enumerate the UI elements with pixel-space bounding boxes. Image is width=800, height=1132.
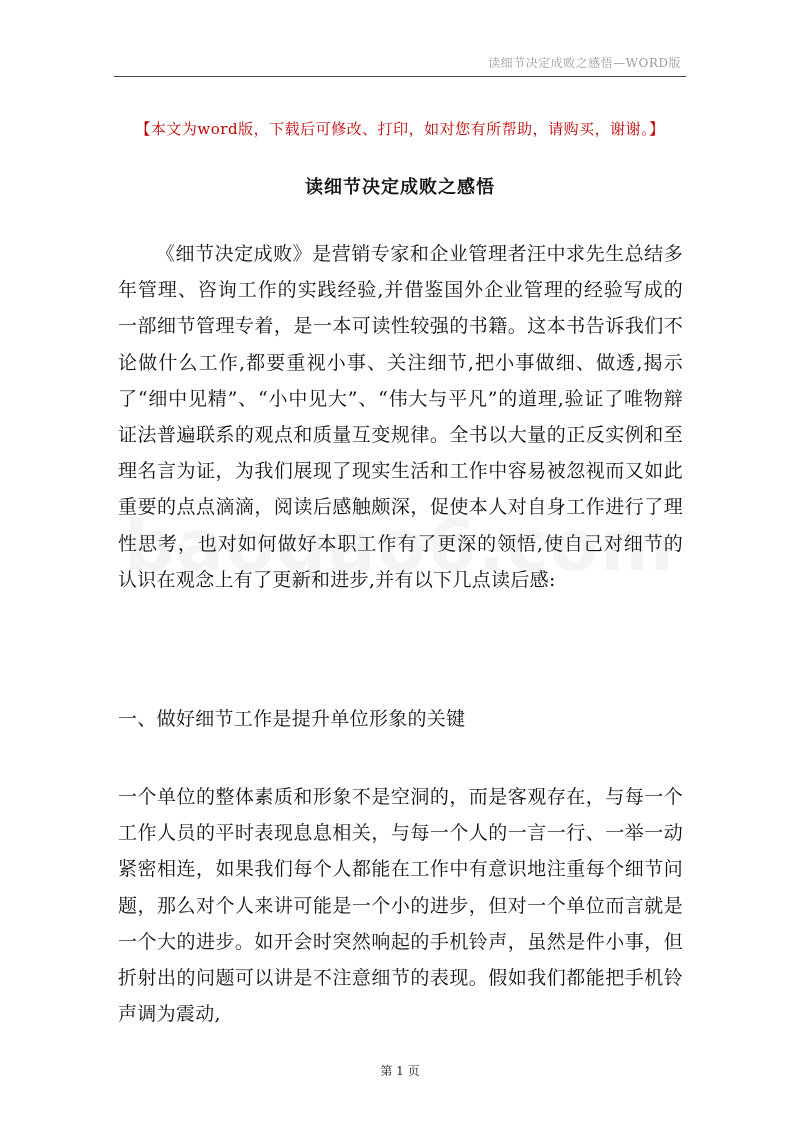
intro-paragraph: 《细节决定成败》是营销专家和企业管理者汪中求先生总结多年管理、咨询工作的实践经验,并借鉴国外企业管理的经验写成的一部细节管理专着，是一本可读性较强的书籍。这本书告诉我们不论做什么工作,都要重视小事、关注细节,把小事做细、做透,揭示了“细中见精”、“小中见大”、“伟大与平凡”的道理,验证了唯物辩证法普遍联系的观点和质量互变规律。全书以大量的正反实例和至理名言为证，为我们展现了现实生活和工作中容易被忽视而又如此重要的点点滴滴，阅读后感触颇深，促使本人对自身工作进行了理性思考，也对如何做好本职工作有了更深的领悟,使自己对细节的认识在观念上有了更新和进步,并有以下几点读后感: (118, 243, 683, 591)
section-heading: 一、做好细节工作是提升单位形象的关键 (118, 708, 466, 730)
purchase-notice: 【本文为word版，下载后可修改、打印，如对您有所帮助，请购买，谢谢。】 (135, 120, 665, 138)
section-paragraph: 一个单位的整体素质和形象不是空洞的，而是客观存在，与每一个工作人员的平时表现息息相关，与每一个人的一言一行、一举一动紧密相连，如果我们每个人都能在工作中有意识地注重每个细节问题，那么对个人来讲可能是一个小的进步，但对一个单位而言就是一个大的进步。如开会时突然响起的手机铃声，虽然是件小事，但折射出的问题可以讲是不注意细节的表现。假如我们都能把手机铃声调为震动, (118, 786, 683, 1026)
header-divider (114, 76, 686, 77)
header-title: 读细节决定成败之感悟—WORD版 (488, 56, 681, 70)
page-number: 第 1 页 (380, 1064, 420, 1078)
document-title: 读细节决定成败之感悟 (305, 177, 495, 198)
